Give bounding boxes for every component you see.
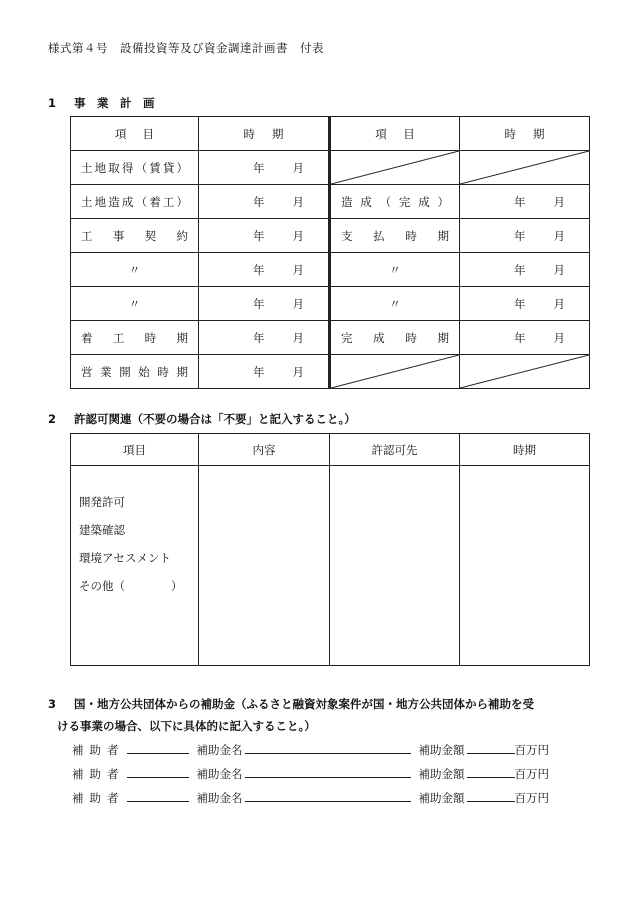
plan-item-left-2-label: 工 事 契 約: [81, 228, 188, 243]
permit-item-building: 建築確認: [79, 523, 125, 537]
header-item-1: 項 目: [71, 117, 199, 151]
subsidy-amount-label: 補助金額: [418, 743, 465, 757]
plan-item-left-5: [71, 321, 199, 355]
year-label: 年: [514, 330, 526, 345]
plan-item-right-1: [330, 185, 460, 219]
plan-period-right-3[interactable]: [460, 253, 590, 287]
diagonal-strike: [460, 151, 589, 184]
plan-item-left-3-label: 〃: [128, 262, 141, 277]
year-label: 年: [514, 296, 526, 311]
plan-item-right-0-struck: [330, 151, 460, 185]
subsidy-name-label: 補助金名: [196, 791, 243, 805]
plan-period-right-6-struck: [460, 355, 590, 389]
table-row: [71, 219, 590, 253]
table-row: [71, 287, 590, 321]
permit-content-cell[interactable]: [199, 466, 330, 666]
year-label: 年: [514, 262, 526, 277]
plan-item-right-5-label: 完 成 時 期: [341, 330, 449, 345]
year-label: 年: [514, 228, 526, 243]
plan-item-right-1-label: 造 成 （ 完 成 ）: [341, 194, 449, 209]
plan-period-left-0[interactable]: [199, 151, 330, 185]
subsidy-amount-label: 補助金額: [418, 791, 465, 805]
plan-item-left-4-label: 〃: [128, 296, 141, 311]
table-row: [71, 185, 590, 219]
year-label: 年: [253, 330, 265, 345]
month-label: 月: [292, 262, 304, 277]
subsidy-row: [72, 741, 549, 758]
permit-item-other: その他（ ）: [79, 579, 183, 593]
diagonal-strike: [460, 355, 589, 388]
header-period-1: 時 期: [199, 117, 330, 151]
month-label: 月: [292, 194, 304, 209]
subsidy-provider-label: 補助者: [72, 767, 125, 781]
section3-title-line1: 国・地方公共団体からの補助金（ふるさと融資対象案件が国・地方公共団体から補助を受: [74, 697, 535, 711]
subsidy-unit-label: 百万円: [514, 767, 549, 781]
subsidy-name-field[interactable]: [245, 765, 411, 778]
form-title: 様式第４号 設備投資等及び資金調達計画書 付表: [48, 41, 324, 55]
month-label: 月: [292, 228, 304, 243]
diagonal-strike: [331, 151, 459, 184]
permit-item-environment: 環境アセスメント: [79, 551, 171, 565]
table-row: [71, 253, 590, 287]
subsidy-unit-label: 百万円: [514, 743, 549, 757]
plan-item-right-3-label: 〃: [389, 262, 401, 277]
section1-number: 1: [48, 96, 57, 110]
header-period-2: 時 期: [460, 117, 590, 151]
plan-item-left-1-label: 土 地 造 成 （ 着 工 ）: [81, 194, 188, 209]
plan-item-right-3: [330, 253, 460, 287]
plan-period-right-0-struck: [460, 151, 590, 185]
plan-item-left-3: [71, 253, 199, 287]
subsidy-amount-label: 補助金額: [418, 767, 465, 781]
subsidy-row: [72, 789, 549, 806]
section3-heading: [48, 696, 534, 712]
subsidy-unit-label: 百万円: [514, 791, 549, 805]
plan-item-left-6: [71, 355, 199, 389]
subsidy-provider-label: 補助者: [72, 743, 125, 757]
plan-item-right-6-struck: [330, 355, 460, 389]
month-label: 月: [292, 296, 304, 311]
plan-period-left-4[interactable]: [199, 287, 330, 321]
header-permit-item: 項目: [71, 434, 199, 466]
month-label: 月: [553, 194, 565, 209]
plan-item-right-4-label: 〃: [389, 296, 401, 311]
year-label: 年: [253, 364, 265, 379]
section1-title: 事 業 計 画: [74, 96, 155, 110]
plan-item-left-1: [71, 185, 199, 219]
plan-item-right-5: [330, 321, 460, 355]
subsidy-row: [72, 765, 549, 782]
plan-period-left-6[interactable]: [199, 355, 330, 389]
subsidy-name-label: 補助金名: [196, 743, 243, 757]
table-header-row: [71, 434, 590, 466]
plan-period-right-1[interactable]: [460, 185, 590, 219]
business-plan-table: [70, 116, 590, 389]
month-label: 月: [553, 262, 565, 277]
subsidy-name-label: 補助金名: [196, 767, 243, 781]
month-label: 月: [292, 330, 304, 345]
subsidy-provider-label: 補助者: [72, 791, 125, 805]
subsidy-name-field[interactable]: [245, 789, 411, 802]
section2-number: 2: [48, 412, 57, 426]
plan-item-left-5-label: 着 工 時 期: [81, 330, 188, 345]
table-header-row: [71, 117, 590, 151]
table-row: [71, 321, 590, 355]
header-permit-content: 内容: [199, 434, 330, 466]
plan-period-left-1[interactable]: [199, 185, 330, 219]
section1-heading: [48, 95, 155, 111]
month-label: 月: [553, 296, 565, 311]
permit-authority-cell[interactable]: [330, 466, 460, 666]
section2-title: 許認可関連（不要の場合は「不要」と記入すること。）: [74, 412, 356, 426]
month-label: 月: [553, 228, 565, 243]
table-row: [71, 466, 590, 666]
permits-table: [70, 433, 590, 666]
header-permit-period: 時期: [460, 434, 590, 466]
table-row: [71, 151, 590, 185]
permit-period-cell[interactable]: [460, 466, 590, 666]
year-label: 年: [253, 194, 265, 209]
header-item-2: 項 目: [330, 117, 460, 151]
month-label: 月: [292, 364, 304, 379]
table-row: [71, 355, 590, 389]
subsidy-provider-field[interactable]: [127, 789, 189, 802]
plan-period-left-3[interactable]: [199, 253, 330, 287]
header-permit-authority: 許認可先: [330, 434, 460, 466]
permit-item-development: 開発許可: [79, 495, 125, 509]
plan-period-right-4[interactable]: [460, 287, 590, 321]
permit-items-cell: [71, 466, 199, 666]
year-label: 年: [253, 228, 265, 243]
plan-period-left-2[interactable]: [199, 219, 330, 253]
section3-number: 3: [48, 697, 57, 711]
year-label: 年: [253, 160, 265, 175]
plan-period-right-2[interactable]: [460, 219, 590, 253]
plan-item-left-6-label: 営 業 開 始 時 期: [81, 364, 188, 379]
section2-heading: [48, 411, 356, 427]
diagonal-strike: [331, 355, 459, 388]
year-label: 年: [253, 262, 265, 277]
plan-item-left-0: [71, 151, 199, 185]
subsidy-name-field[interactable]: [245, 741, 411, 754]
plan-item-left-0-label: 土 地 取 得 （ 賃 貸 ）: [81, 160, 188, 175]
plan-item-right-2-label: 支 払 時 期: [341, 228, 449, 243]
month-label: 月: [292, 160, 304, 175]
year-label: 年: [514, 194, 526, 209]
plan-item-left-2: [71, 219, 199, 253]
plan-period-right-5[interactable]: [460, 321, 590, 355]
subsidy-provider-field[interactable]: [127, 741, 189, 754]
plan-item-right-4: [330, 287, 460, 321]
subsidy-provider-field[interactable]: [127, 765, 189, 778]
subsidy-amount-field[interactable]: [467, 765, 515, 778]
plan-item-right-2: [330, 219, 460, 253]
year-label: 年: [253, 296, 265, 311]
plan-period-left-5[interactable]: [199, 321, 330, 355]
subsidy-amount-field[interactable]: [467, 789, 515, 802]
section3-title-line2: ける事業の場合、以下に具体的に記入すること。）: [57, 719, 316, 733]
month-label: 月: [553, 330, 565, 345]
subsidy-amount-field[interactable]: [467, 741, 515, 754]
plan-item-left-4: [71, 287, 199, 321]
